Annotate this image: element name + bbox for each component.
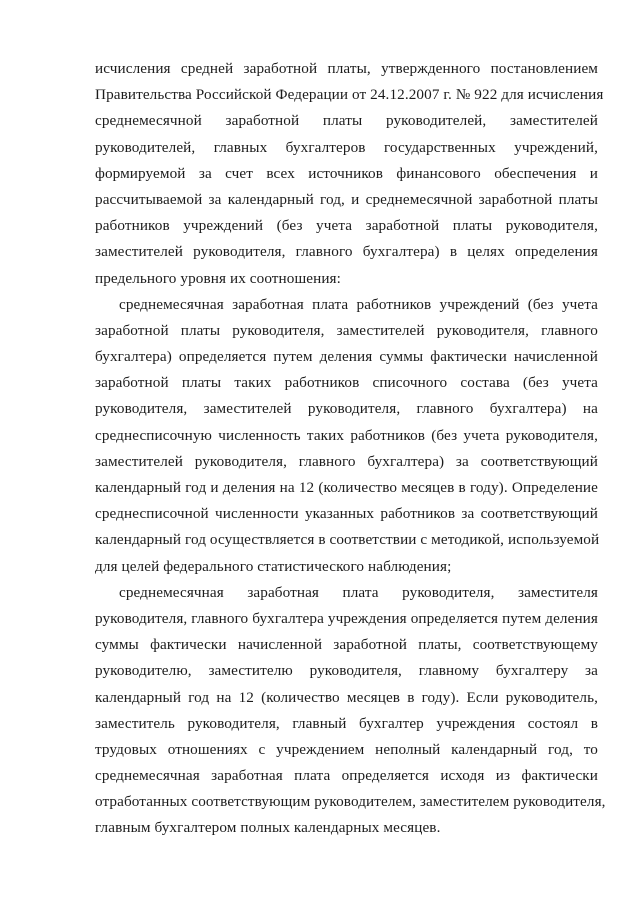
text-line: заработной платы таких работников списочного состава (без учета <box>95 374 598 392</box>
text-line: заработной платы руководителя, заместителей руководителя, главного <box>95 321 598 339</box>
text-line: работников учреждений (без учета заработной платы руководителя, <box>95 217 598 235</box>
text-line: руководителю, заместителю руководителя, главному бухгалтеру за <box>95 662 598 680</box>
text-line: рассчитываемой за календарный год, и среднемесячной заработной платы <box>95 190 598 208</box>
text-line: среднесписочной численности указанных работников за соответствующий <box>95 505 598 523</box>
text-line: Правительства Российской Федерации от 24.12.2007 г. № 922 для исчисления <box>95 86 604 104</box>
document-body <box>95 56 606 842</box>
text-line: среднесписочную численность таких работников (без учета руководителя, <box>95 426 598 444</box>
text-line: трудовых отношениях с учреждением неполный календарный год, то <box>95 740 598 758</box>
text-line: для целей федерального статистического наблюдения; <box>95 557 452 575</box>
text-line: заместителей руководителя, главного бухгалтера) в целях определения <box>95 243 598 261</box>
text-line: среднемесячная заработная плата работников учреждений (без учета <box>119 295 598 313</box>
text-line: календарный год на 12 (количество месяцев в году). Если руководитель, <box>95 688 598 706</box>
text-line: руководителя, главного бухгалтера учреждения определяется путем деления <box>95 609 598 627</box>
paragraph-3 <box>95 580 606 842</box>
text-line: среднемесячная заработная плата определяется исходя из фактически <box>95 767 598 785</box>
text-line: бухгалтера) определяется путем деления суммы фактически начисленной <box>95 348 598 366</box>
text-line: отработанных соответствующим руководителем, заместителем руководителя, <box>95 793 606 811</box>
text-line: предельного уровня их соотношения: <box>95 269 341 287</box>
text-line: заместитель руководителя, главный бухгалтер учреждения состоял в <box>95 714 598 732</box>
text-line: формируемой за счет всех источников финансового обеспечения и <box>95 164 598 182</box>
text-line: среднемесячная заработная плата руководителя, заместителя <box>119 583 598 601</box>
paragraph-1 <box>95 56 604 292</box>
text-line: исчисления средней заработной платы, утвержденного постановлением <box>95 60 598 77</box>
text-line: календарный год осуществляется в соответствии с методикой, используемой <box>95 531 600 549</box>
text-line: среднемесячной заработной платы руководителей, заместителей <box>95 112 598 130</box>
text-line: заместителей руководителя, главного бухгалтера) за соответствующий <box>95 452 598 470</box>
text-line: руководителей, главных бухгалтеров государственных учреждений, <box>95 138 598 156</box>
text-line: руководителя, заместителей руководителя, главного бухгалтера) на <box>95 400 598 418</box>
paragraph-2 <box>95 292 598 580</box>
text-line: главным бухгалтером полных календарных месяцев. <box>95 819 441 837</box>
text-line: календарный год и деления на 12 (количество месяцев в году). Определение <box>95 479 598 496</box>
text-line: суммы фактически начисленной заработной платы, соответствующему <box>95 636 598 654</box>
